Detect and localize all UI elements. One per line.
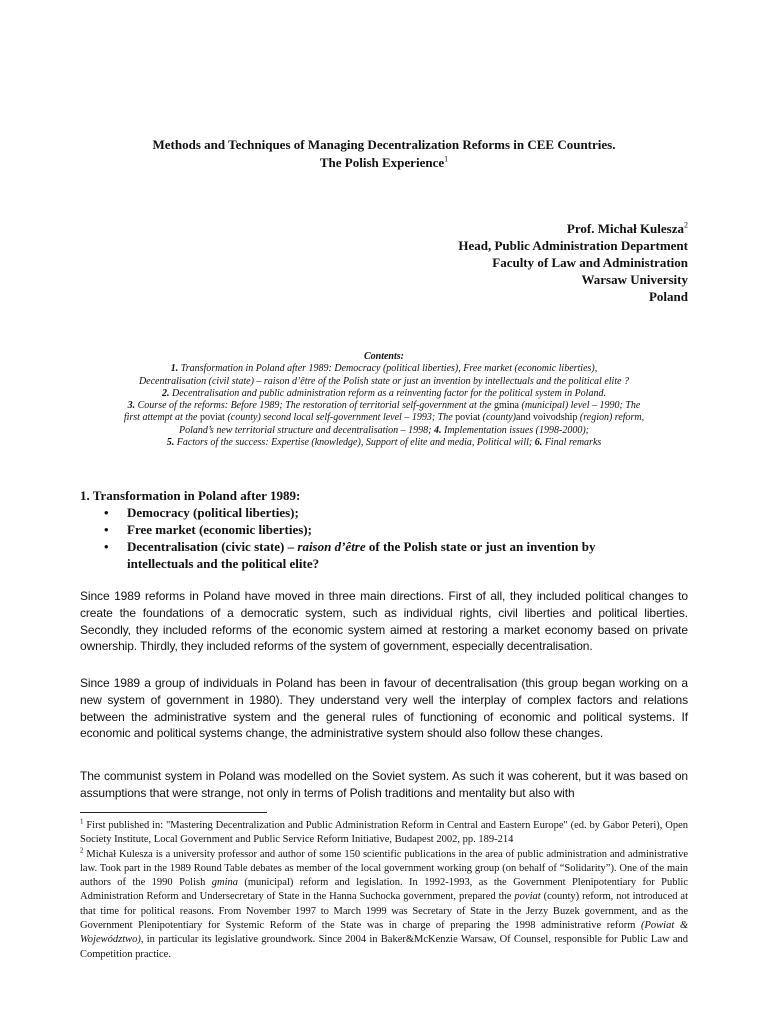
footnote-2-text-a: Michał Kulesza is a university professor and author of some 150 scientific publications in the area of public administration and administrative law. Took part in the 1989 Round Table debates as member of the local government working group (on behalf of “Solidarity”). One of the main authors of the 1990 Polish [80, 848, 688, 889]
bullet-text-a: Decentralisation (civic state) – [127, 539, 298, 554]
contents-num-3: 3. [127, 400, 136, 412]
bullet-item-democracy [104, 504, 664, 521]
title-line-2 [80, 154, 688, 172]
author-block [268, 220, 688, 305]
contents-voivodship: voivodship [530, 412, 578, 424]
bullet-text: Free market (economic liberties); [127, 522, 312, 537]
section-1-bullet-list [104, 504, 664, 572]
contents-line-6 [70, 437, 698, 449]
author-faculty: Faculty of Law and Administration [492, 255, 688, 270]
paper-title [80, 136, 688, 172]
contents-line-5 [70, 425, 698, 437]
contents-item-4: Implementation issues (1998-2000); [441, 424, 589, 436]
body-paragraph-1: Since 1989 reforms in Poland have moved in three main directions. First of all, they included political changes to create the foundations of a democratic system, such as individual rights, civil liberties and political liberties. Secondly, they included reforms of the economic system aimed at restoring a market economy based on private ownership. Thirdly, they included reforms of the system of government, especially decentralisation. [80, 589, 688, 654]
section-1-heading: 1. Transformation in Poland after 1989: [80, 488, 301, 503]
contents-item-3a: Course of the reforms: Before 1989; The restoration of territorial self-government at the [135, 400, 494, 412]
author-country: Poland [648, 289, 688, 304]
footnote-2 [80, 848, 688, 962]
title-line-2-text: The Polish Experience [319, 155, 445, 170]
contents-poviat-2: poviat [455, 412, 481, 424]
bullet-icon: • [104, 522, 109, 537]
footnote-2-poviat: poviat [514, 891, 541, 903]
contents-line-1b: Decentralisation (civil state) – raison d’être of the Polish state or just an invention by intellectuals and the political elite ? [138, 375, 630, 387]
table-of-contents [70, 351, 698, 449]
footnote-1-mark: 1 [80, 817, 84, 826]
bullet-icon: • [104, 505, 109, 520]
contents-and: and [516, 412, 531, 424]
contents-item-2: Decentralisation and public administration reform as a reinventing factor for the political system in Poland. [169, 387, 606, 399]
contents-item-3e: (county) [480, 412, 516, 424]
contents-item-3b: (municipal) level – 1990; The [519, 400, 641, 412]
title-line-1: Methods and Techniques of Managing Decentralization Reforms in CEE Countries. [152, 137, 616, 152]
bullet-text-italic: raison d’être [297, 539, 366, 554]
contents-line-2 [70, 388, 698, 400]
contents-num-4: 4. [434, 424, 442, 436]
footnote-2-text-c: (county) reform, not introduced at that time for political reasons. From November 1997 to March 1999 was Secretary of State in the Jerzy Buzek government, and as the Government Plenipotentiary for Systemic Reform of the State was in charge of preparing the 1998 administrative reform [80, 891, 688, 932]
bullet-text-b: of the Polish state or just an invention by intellectuals and the political elite? [127, 539, 596, 571]
contents-item-1: Transformation in Poland after 1989: Democracy (political liberties), Free market (economic liberties), [178, 363, 598, 375]
contents-item-3f: (region) reform, [577, 412, 645, 424]
author-footnote-mark[interactable]: 2 [684, 220, 688, 230]
contents-num-6: 6. [534, 437, 543, 449]
contents-item-6: Final remarks [542, 437, 602, 449]
bullet-item-decentralisation [104, 538, 664, 572]
bullet-text: Democracy (political liberties); [127, 505, 299, 520]
contents-heading: Contents: [363, 351, 404, 362]
contents-item-3d: (county) second local self-government level – 1993; The [224, 412, 456, 424]
contents-item-3c: first attempt at the [123, 412, 200, 424]
contents-num-1: 1. [170, 363, 179, 375]
contents-poviat: poviat [199, 412, 225, 424]
author-university: Warsaw University [581, 272, 688, 287]
footnote-2-gmina: gmina [211, 877, 238, 889]
footnote-2-mark: 2 [80, 846, 84, 855]
author-name-line [268, 220, 688, 237]
author-position: Head, Public Administration Department [458, 238, 688, 253]
footnotes [80, 819, 688, 962]
contents-gmina: gmina [494, 400, 519, 412]
contents-num-5: 5. [166, 437, 175, 449]
footnote-1-text: First published in: "Mastering Decentralization and Public Administration Reform in Central and Eastern Europe" (ed. by Gabor Peteri), Open Society Institute, Local Government and Public Service Reform Initiative, Budapest 2002, pp. 189-214 [80, 820, 688, 846]
contents-line-1 [70, 363, 698, 375]
contents-num-2: 2. [162, 387, 170, 399]
title-footnote-mark[interactable]: 1 [444, 154, 449, 164]
contents-item-5: Factors of the success: Expertise (knowledge), Support of elite and media, Political will; [174, 437, 535, 449]
contents-line-3 [70, 400, 698, 412]
author-name: Prof. Michał Kulesza [566, 221, 684, 236]
body-paragraph-3: The communist system in Poland was modelled on the Soviet system. As such it was coherent, but it was based on assumptions that were strange, not only in terms of Polish traditions and mentality but also with [80, 769, 688, 800]
footnote-1 [80, 819, 688, 848]
body-paragraph-2: Since 1989 a group of individuals in Poland has been in favour of decentralisation (this group began working on a new system of government in 1980). They understand very well the interplay of complex factors and relations between the administrative system and the general rules of functioning of economic and political systems. If economic and political systems change, the administrative system should also follow these changes. [80, 676, 688, 741]
bullet-icon: • [104, 539, 109, 554]
footnote-2-italic: (Powiat & Województwo) [80, 920, 689, 946]
footnote-2-text-b: (municipal) reform and legislation. In 1992-1993, as the Government Plenipotentiary for Public Administration Reform and Undersecretary of State in the Hanna Suchocka government, prepared the [80, 877, 688, 903]
footnote-2-text-d: , in particular its legislative groundwork. Since 2004 in Baker&McKenzie Warsaw, Of Counsel, responsible for Public Law and Competition practice. [80, 934, 688, 960]
contents-line-4 [70, 412, 698, 424]
footnote-separator [80, 812, 267, 813]
contents-item-3g: Poland’s new territorial structure and decentralisation – 1998; [179, 424, 434, 436]
bullet-item-free-market [104, 521, 664, 538]
